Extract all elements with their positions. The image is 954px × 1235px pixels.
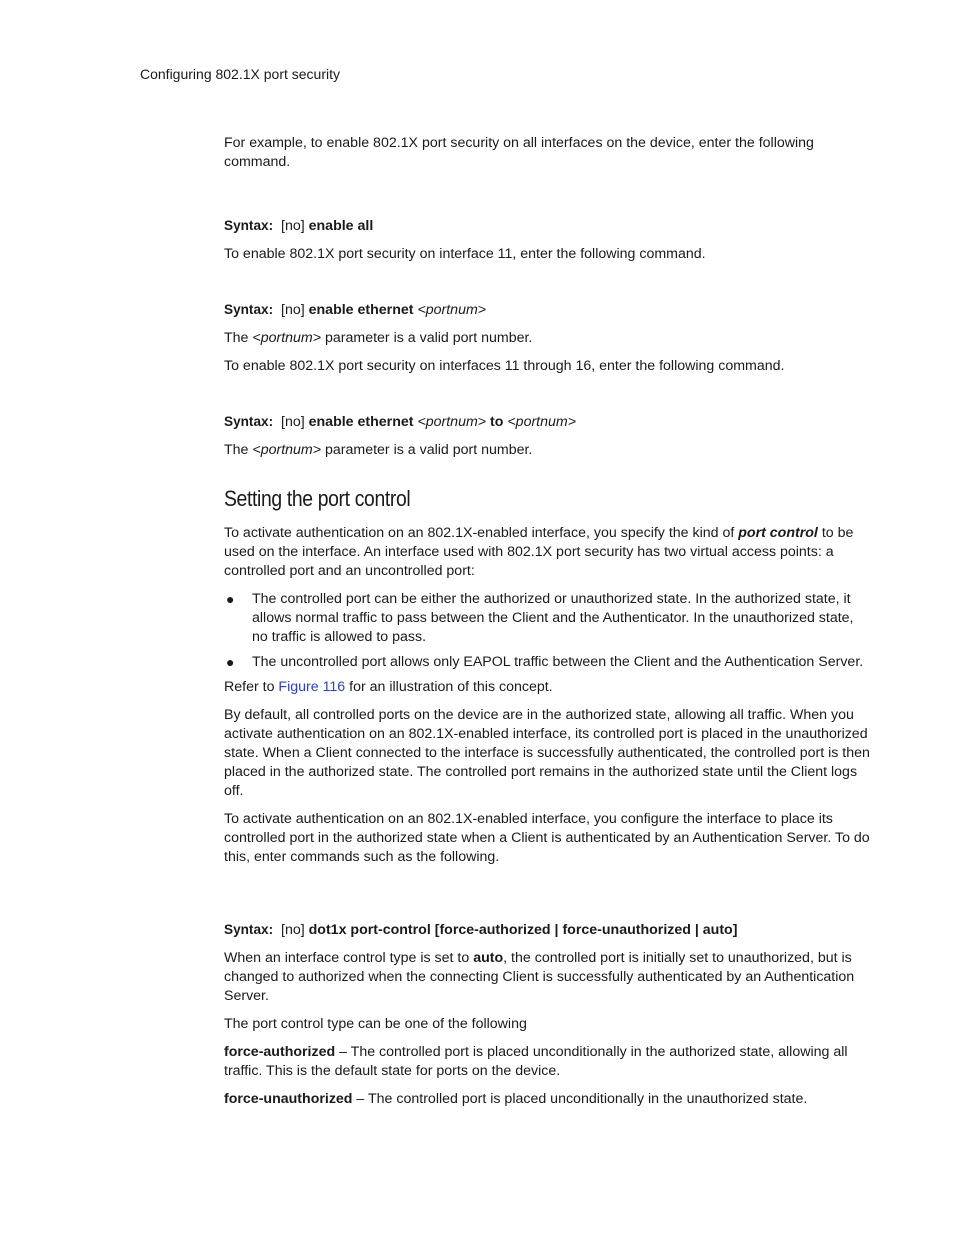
syntax-no-option: [no]	[281, 922, 305, 938]
syntax-param: <portnum>	[417, 302, 487, 318]
refer-paragraph: Refer to Figure 116 for an illustration of this concept.	[224, 679, 553, 695]
running-header: Configuring 802.1X port security	[140, 66, 340, 82]
syntax-no-option: [no]	[281, 414, 305, 430]
port-types-list	[224, 590, 872, 672]
syntax-label: Syntax:	[224, 302, 274, 317]
syntax-param: <portnum>	[417, 414, 487, 430]
term-force-unauthorized: force-unauthorized	[224, 1091, 353, 1107]
paragraph-default-state: By default, all controlled ports on the device are in the authorized state, allowing all traffic. When you activate authentication on an 802.1X-enabled interface, its controlled port is placed in the unauthorized state. When a Client connected to the interface is successfully authenticated, the controlled port is then placed in the authorized state. The controlled port remains in the authorized state until the Client logs off.	[224, 707, 870, 799]
syntax-enable-ethernet	[224, 300, 872, 320]
syntax-enable-ethernet-range	[224, 412, 872, 432]
term-force-authorized: force-authorized	[224, 1044, 336, 1060]
term-port-control: port control	[738, 525, 818, 541]
syntax-dot1x-port-control	[224, 920, 872, 940]
bullet-icon: ●	[226, 591, 235, 607]
figure-116-link[interactable]: Figure 116	[278, 679, 346, 695]
paragraph-control-types: The port control type can be one of the following	[224, 1016, 527, 1032]
paragraph-port-control: To activate authentication on an 802.1X-enabled interface, you specify the kind of port control to be used on the interface. An interface used with 802.1X port security has two virtual access points: a controlled port and an uncontrolled port:	[224, 525, 854, 579]
paragraph-auto: When an interface control type is set to auto, the controlled port is initially set to unauthorized, but is changed to authorized when the connecting Client is successfully authenticated by an Authentication Server.	[224, 950, 855, 1004]
portnum-note: The <portnum> parameter is a valid port number.	[224, 442, 533, 458]
syntax-label: Syntax:	[224, 922, 274, 937]
paragraph-configure: To activate authentication on an 802.1X-enabled interface, you configure the interface to place its controlled port in the authorized state when a Client is authenticated by an Authentication Server. To do this, enter commands such as the following.	[224, 811, 870, 865]
syntax-param: <portnum>	[507, 414, 577, 430]
bullet-icon: ●	[226, 654, 235, 670]
syntax-no-option: [no]	[281, 218, 305, 234]
syntax-enable-all	[224, 216, 872, 236]
paragraph-interface-11: To enable 802.1X port security on interface 11, enter the following command.	[224, 246, 706, 262]
section-heading: Setting the port control	[224, 486, 411, 511]
definition-force-authorized: force-authorized – The controlled port is placed unconditionally in the authorized state, allowing all traffic. This is the default state for ports on the device.	[224, 1044, 848, 1079]
syntax-no-option: [no]	[281, 302, 305, 318]
syntax-command: dot1x port-control [force-authorized | force-unauthorized | auto]	[308, 922, 738, 938]
page-content	[224, 134, 872, 1118]
syntax-label: Syntax:	[224, 414, 274, 429]
portnum-note: The <portnum> parameter is a valid port number.	[224, 330, 533, 346]
term-auto: auto	[473, 950, 504, 966]
syntax-label: Syntax:	[224, 218, 274, 233]
intro-paragraph: For example, to enable 802.1X port security on all interfaces on the device, enter the following command.	[224, 135, 814, 170]
syntax-command: enable ethernet	[308, 302, 414, 318]
syntax-to: to	[490, 414, 504, 430]
paragraph-interfaces-11-16: To enable 802.1X port security on interfaces 11 through 16, enter the following command.	[224, 358, 785, 374]
definition-force-unauthorized: force-unauthorized – The controlled port is placed unconditionally in the unauthorized state.	[224, 1091, 808, 1107]
syntax-command: enable all	[308, 218, 374, 234]
syntax-command: enable ethernet	[308, 414, 414, 430]
list-item: ● The uncontrolled port allows only EAPOL traffic between the Client and the Authentication Server.	[226, 654, 864, 670]
list-item: ● The controlled port can be either the authorized or unauthorized state. In the authorized state, it allows normal traffic to pass between the Client and the Authenticator. In the unauthorized state, no traffic is allowed to pass.	[226, 591, 854, 645]
